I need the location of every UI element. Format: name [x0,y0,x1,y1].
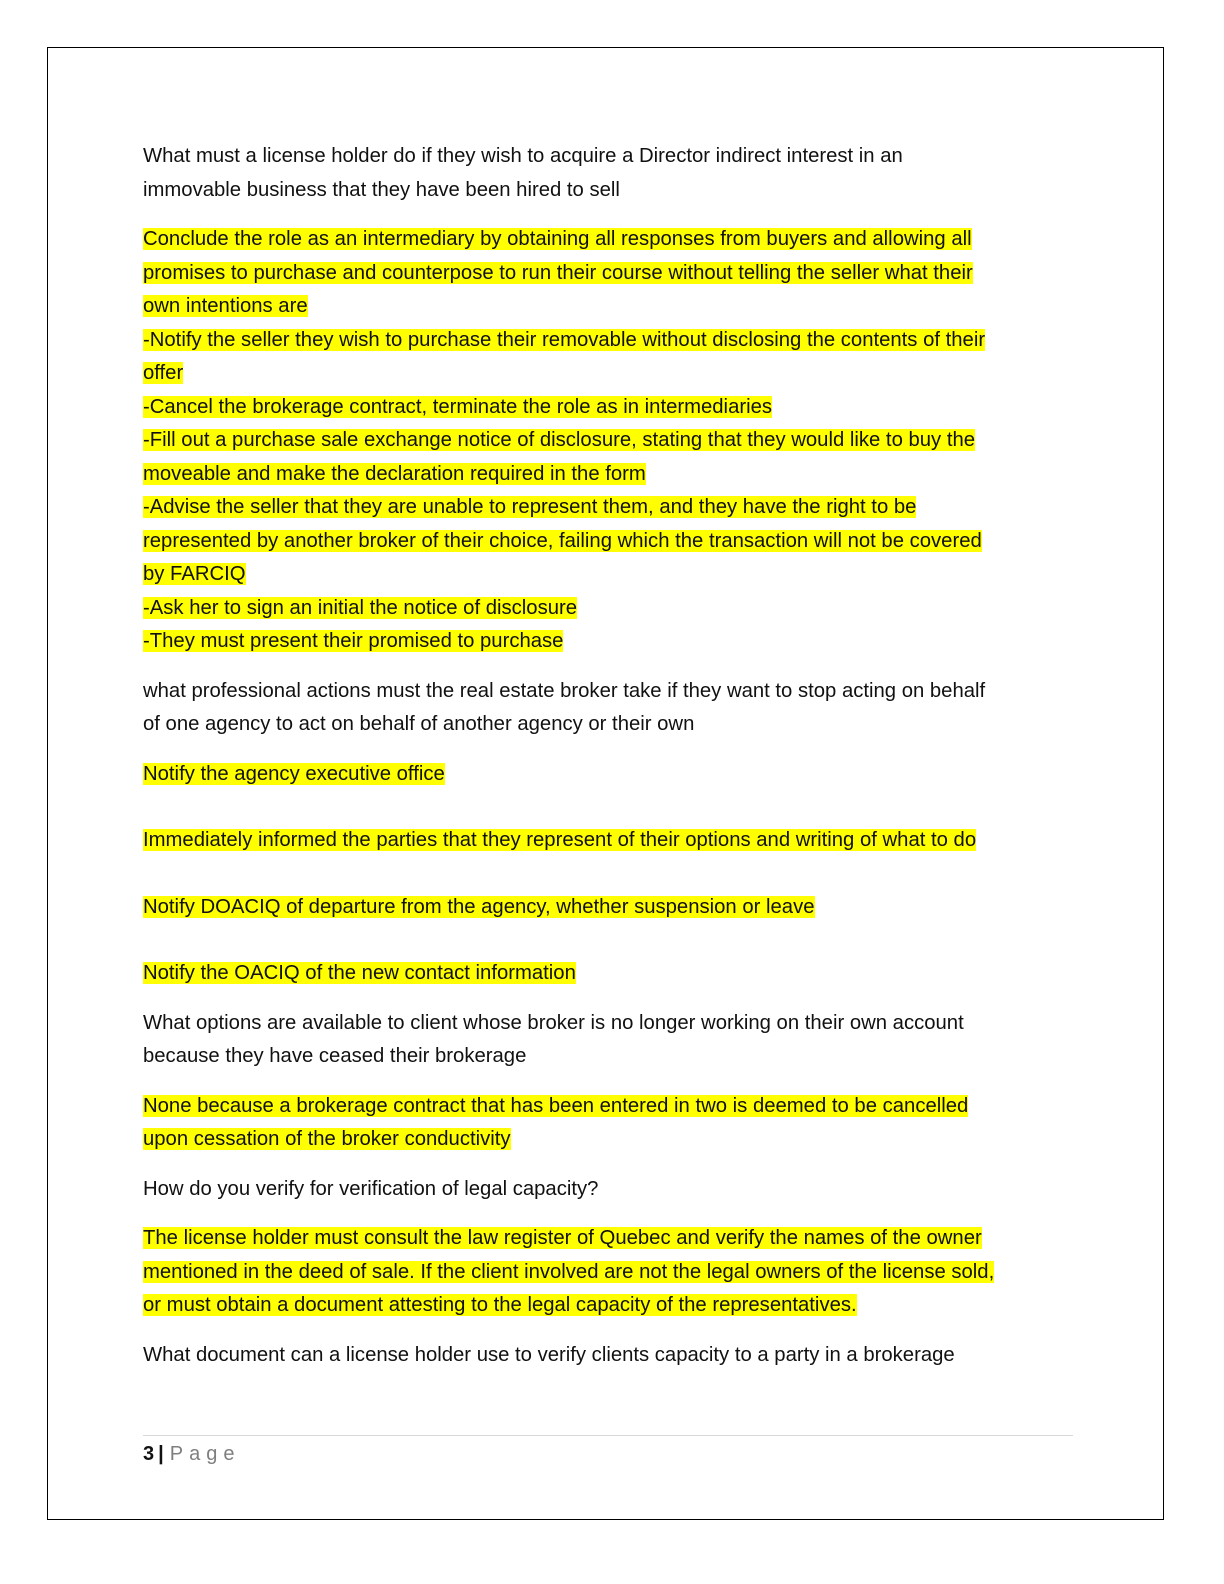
page-footer [143,1441,240,1467]
answer-line: -They must present their promised to purchase [143,630,564,652]
answer-line: -Fill out a purchase sale exchange notice of disclosure, stating that they would like to buy the [143,429,976,451]
answer-line: upon cessation of the broker conductivity [143,1128,511,1150]
answer-2-item [143,891,1078,925]
question-line: what professional actions must the real estate broker take if they want to stop acting on behalf [143,679,986,702]
question-3 [143,1007,1078,1074]
answer-line: promises to purchase and counterpose to run their course without telling the seller what their [143,261,973,284]
answer-line: -Advise the seller that they are unable to represent them, and they have the right to be [143,496,917,518]
question-1 [143,140,1078,207]
question-line: How do you verify for verification of legal capacity? [143,1177,599,1200]
question-line: What options are available to client whose broker is no longer working on their own account [143,1011,964,1034]
question-line: What must a license holder do if they wish to acquire a Director indirect interest in an [143,145,903,167]
answer-4 [143,1222,1078,1323]
question-2 [143,675,1078,742]
answer-2-item [143,957,1078,991]
answer-line: None because a brokerage contract that has been entered in two is deemed to be cancelled [143,1094,969,1117]
answer-line: mentioned in the deed of sale. If the client involved are not the legal owners of the license sold, [143,1260,995,1283]
answer-line: own intentions are [143,295,308,317]
answer-line: Notify DOACIQ of departure from the agency, whether suspension or leave [143,895,815,918]
question-line: immovable business that they have been hired to sell [143,178,620,201]
answer-line: -Cancel the brokerage contract, terminate the role as in intermediaries [143,395,773,418]
answer-line: -Ask her to sign an initial the notice of disclosure [143,596,578,619]
answer-line: or must obtain a document attesting to the legal capacity of the representatives. [143,1294,857,1316]
answer-line: moveable and make the declaration required in the form [143,462,646,485]
answer-line: The license holder must consult the law register of Quebec and verify the names of the owner [143,1227,982,1249]
page-label: Page [169,1443,241,1465]
answer-1 [143,223,1078,659]
answer-line: by FARCIQ [143,563,246,585]
answer-line: represented by another broker of their choice, failing which the transaction will not be covered [143,529,982,552]
answer-2-item [143,758,1078,792]
question-5 [143,1339,1078,1373]
answer-line: offer [143,362,184,384]
answer-line: Conclude the role as an intermediary by obtaining all responses from buyers and allowing all [143,228,972,250]
answer-line: Notify the OACIQ of the new contact information [143,962,576,984]
footer-separator: | [158,1443,164,1465]
answer-line: -Notify the seller they wish to purchase their removable without disclosing the contents of their [143,328,986,351]
answer-line: Notify the agency executive office [143,762,445,785]
question-line: because they have ceased their brokerage [143,1045,527,1067]
question-line: What document can a license holder use to verify clients capacity to a party in a brokerage [143,1343,955,1366]
page-number: 3 [143,1443,155,1465]
question-4 [143,1173,1078,1207]
question-line: of one agency to act on behalf of another agency or their own [143,713,695,735]
answer-line: Immediately informed the parties that they represent of their options and writing of what to do [143,829,977,851]
answer-3 [143,1090,1078,1157]
answer-2-item [143,824,1078,858]
footer-divider [143,1435,1073,1436]
document-body [143,140,1078,1388]
